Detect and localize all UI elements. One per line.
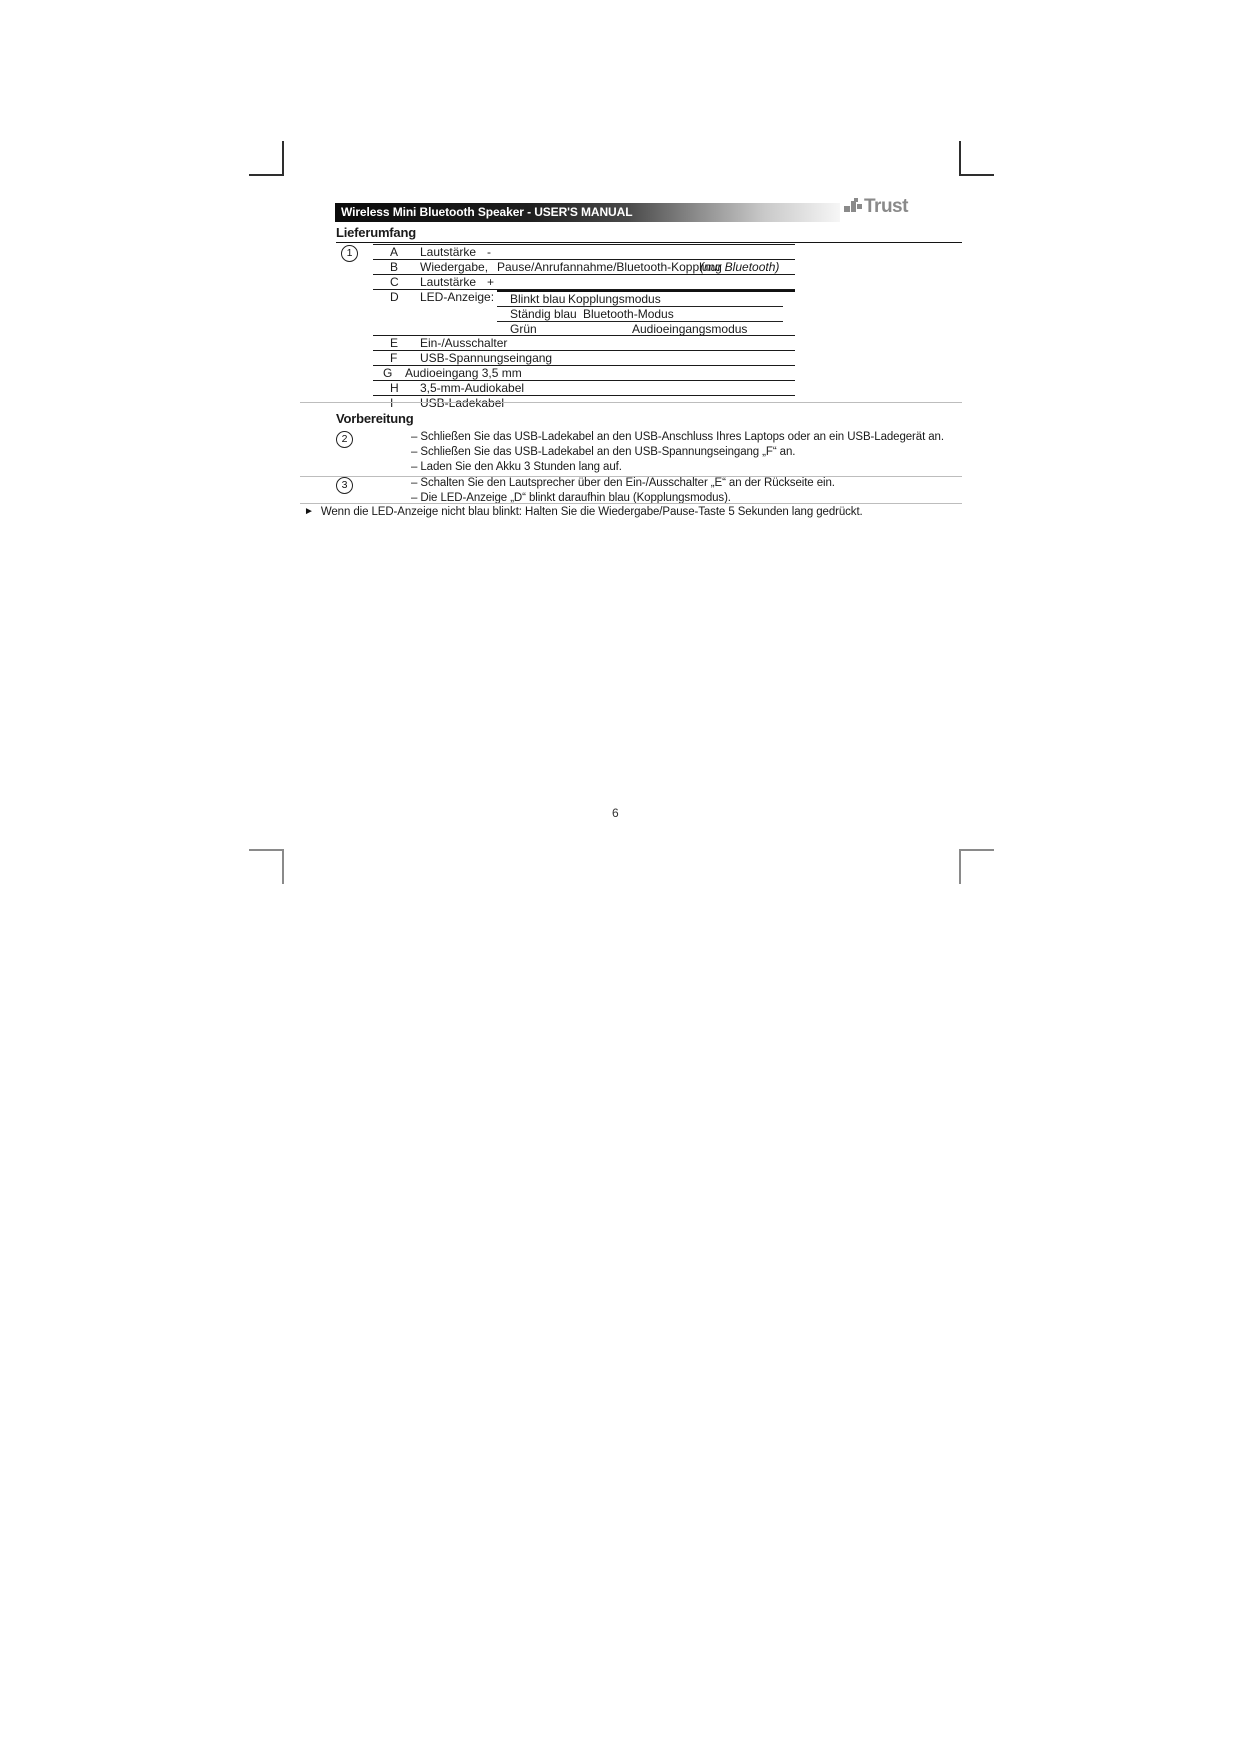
step-2-instructions — [411, 430, 944, 475]
section-divider — [300, 402, 962, 403]
row-letter: F — [390, 351, 398, 365]
table-row-d — [373, 290, 795, 336]
note-text: Wenn die LED-Anzeige nicht blau blinkt: Halten Sie die Wiedergabe/Pause-Taste 5 Sekunden lang gedrückt. — [320, 506, 863, 518]
led-state: Ständig blau — [510, 307, 577, 321]
row-label: 3,5-mm-Audiokabel — [420, 381, 525, 395]
led-state: Grün — [510, 322, 537, 336]
instruction-line: – Schließen Sie das USB-Ladekabel an den USB-Spannungseingang „F“ an. — [411, 446, 796, 458]
instruction-line: – Schließen Sie das USB-Ladekabel an den USB-Anschluss Ihres Laptops oder an ein USB-Ladegerät an. — [411, 431, 944, 443]
table-row-i — [373, 396, 795, 410]
row-letter: A — [390, 245, 399, 259]
parts-table — [373, 244, 795, 410]
row-letter: C — [390, 275, 399, 289]
led-mode: Kopplungsmodus — [568, 292, 661, 306]
row-label: Lautstärke — [420, 245, 477, 259]
row-letter: H — [390, 381, 399, 395]
led-subtable-row — [497, 307, 783, 322]
note-divider — [300, 503, 962, 504]
crop-mark-bottom-left — [249, 849, 284, 884]
table-row-e — [373, 336, 795, 351]
table-row-f — [373, 351, 795, 366]
crop-mark-bottom-right — [959, 849, 994, 884]
row-value: + — [487, 275, 495, 289]
table-row-h — [373, 381, 795, 396]
row-letter: B — [390, 260, 399, 274]
trust-logo — [844, 196, 908, 218]
trust-logo-icon — [844, 196, 864, 218]
row-label: Audioeingang 3,5 mm — [405, 366, 522, 380]
instruction-line: – Die LED-Anzeige „D“ blinkt daraufhin blau (Kopplungsmodus). — [411, 492, 731, 504]
row-desc: Pause/Anrufannahme/Bluetooth-Kopplung — [497, 260, 722, 274]
led-state: Blinkt blau — [510, 292, 566, 306]
step-number: 1 — [346, 247, 353, 260]
row-label: USB-Ladekabel — [420, 396, 505, 410]
row-note-italic: (nur Bluetooth) — [700, 260, 780, 274]
step-3-instructions — [411, 476, 835, 506]
led-mode: Bluetooth-Modus — [583, 307, 674, 321]
section-heading-vorbereitung: Vorbereitung — [336, 411, 414, 426]
led-subtable-row — [497, 292, 783, 307]
step-circle-1 — [341, 245, 358, 262]
row-label: Lautstärke — [420, 275, 477, 289]
note-row — [304, 505, 863, 519]
row-label: USB-Spannungseingang — [420, 351, 553, 365]
step-circle-3 — [336, 477, 353, 494]
row-letter: G — [383, 366, 393, 380]
led-subtable-row — [497, 322, 783, 336]
heading-rule — [336, 242, 962, 243]
step-number: 3 — [341, 479, 348, 492]
brand-name: Trust — [864, 196, 908, 217]
section-heading-lieferumfang: Lieferumfang — [336, 225, 416, 240]
table-row-a — [373, 245, 795, 260]
step-circle-2 — [336, 431, 353, 448]
row-letter: E — [390, 336, 399, 350]
table-row-g — [373, 366, 795, 381]
table-row-b — [373, 260, 795, 275]
led-subtable — [497, 290, 795, 336]
row-value: - — [487, 245, 491, 259]
row-label: Wiedergabe, — [420, 260, 489, 274]
row-letter: I — [390, 396, 394, 410]
page-number: 6 — [612, 806, 619, 820]
row-label: Ein-/Ausschalter — [420, 336, 508, 350]
table-row-c — [373, 275, 795, 290]
step-number: 2 — [341, 433, 348, 446]
instruction-line: – Schalten Sie den Lautsprecher über den Ein-/Ausschalter „E“ an der Rückseite ein. — [411, 477, 835, 489]
crop-mark-top-left — [249, 141, 284, 176]
row-letter: D — [390, 290, 399, 304]
row-label: LED-Anzeige: — [420, 290, 495, 304]
instruction-line: – Laden Sie den Akku 3 Stunden lang auf. — [411, 461, 622, 473]
manual-title: Wireless Mini Bluetooth Speaker - USER'S MANUAL — [341, 205, 633, 219]
led-mode: Audioeingangsmodus — [632, 322, 748, 336]
note-arrow-icon: ► — [304, 506, 314, 517]
header-bar — [335, 203, 840, 222]
crop-mark-top-right — [959, 141, 994, 176]
